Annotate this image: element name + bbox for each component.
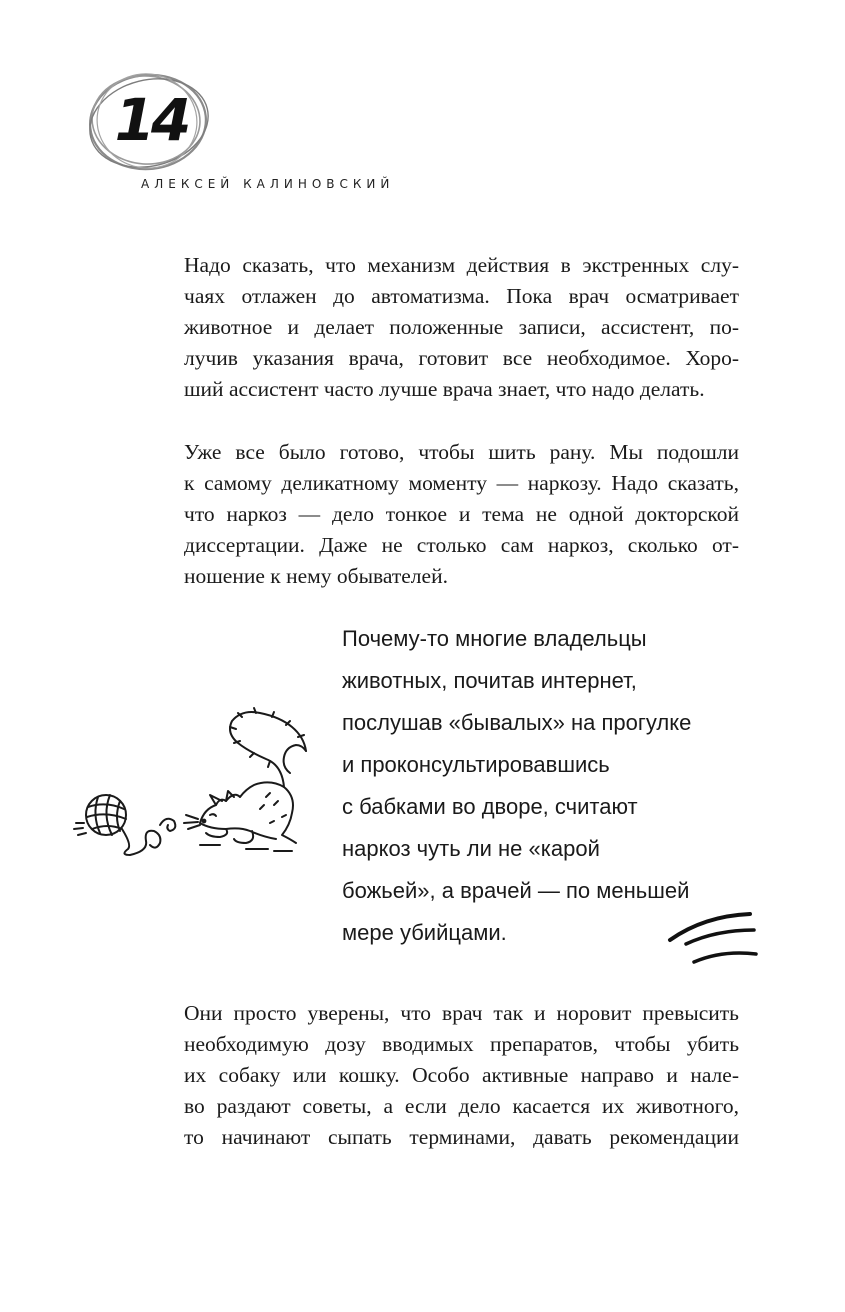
text-line: ношение к нему обывателей.: [184, 564, 448, 588]
pull-quote: [342, 618, 742, 954]
quote-line: послушав «бывалых» на прогулке: [342, 710, 692, 735]
quote-line: Почему-то многие владельцы: [342, 626, 647, 651]
quote-line: мере убийцами.: [342, 920, 507, 945]
text-line: Уже все было готово, чтобы шить рану. Мы подошли: [184, 440, 739, 464]
text-line: лучив указания врача, готовит все необходимое. Хоро-: [184, 346, 739, 370]
quote-line: наркоз чуть ли не «карой: [342, 836, 600, 861]
running-header-author: АЛЕКСЕЙ КАЛИНОВСКИЙ: [141, 177, 395, 191]
text-line: ший ассистент часто лучше врача знает, что надо делать.: [184, 377, 705, 401]
text-line: то начинают сыпать терминами, давать рекомендации: [184, 1125, 739, 1149]
text-line: диссертации. Даже не столько сам наркоз, сколько от-: [184, 533, 739, 557]
quote-line: божьей», а врачей — по меньшей: [342, 878, 690, 903]
text-line: что наркоз — дело тонкое и тема не одной докторской: [184, 502, 739, 526]
text-line: во раздают советы, а если дело касается их животного,: [184, 1094, 739, 1118]
paragraph-3: [184, 998, 739, 1153]
text-line: чаях отлажен до автоматизма. Пока врач осматривает: [184, 284, 739, 308]
text-line: необходимую дозу вводимых препаратов, чтобы убить: [184, 1032, 739, 1056]
brush-dashes-icon: [664, 908, 760, 970]
text-line: их собаку или кошку. Особо активные направо и нале-: [184, 1063, 739, 1087]
text-line: животное и делает положенные записи, ассистент, по-: [184, 315, 739, 339]
text-line: Они просто уверены, что врач так и норовит превысить: [184, 1001, 739, 1025]
cat-with-yarn-ball-icon: [70, 705, 330, 865]
quote-line: с бабками во дворе, считают: [342, 794, 638, 819]
page-number: 14: [114, 86, 188, 154]
paragraph-1: [184, 250, 739, 405]
quote-line: животных, почитав интернет,: [342, 668, 637, 693]
page-number-badge: [82, 66, 214, 178]
quote-line: и проконсультировавшись: [342, 752, 610, 777]
text-line: Надо сказать, что механизм действия в экстренных слу-: [184, 253, 739, 277]
paragraph-2: [184, 437, 739, 592]
text-line: к самому деликатному моменту — наркозу. Надо сказать,: [184, 471, 739, 495]
